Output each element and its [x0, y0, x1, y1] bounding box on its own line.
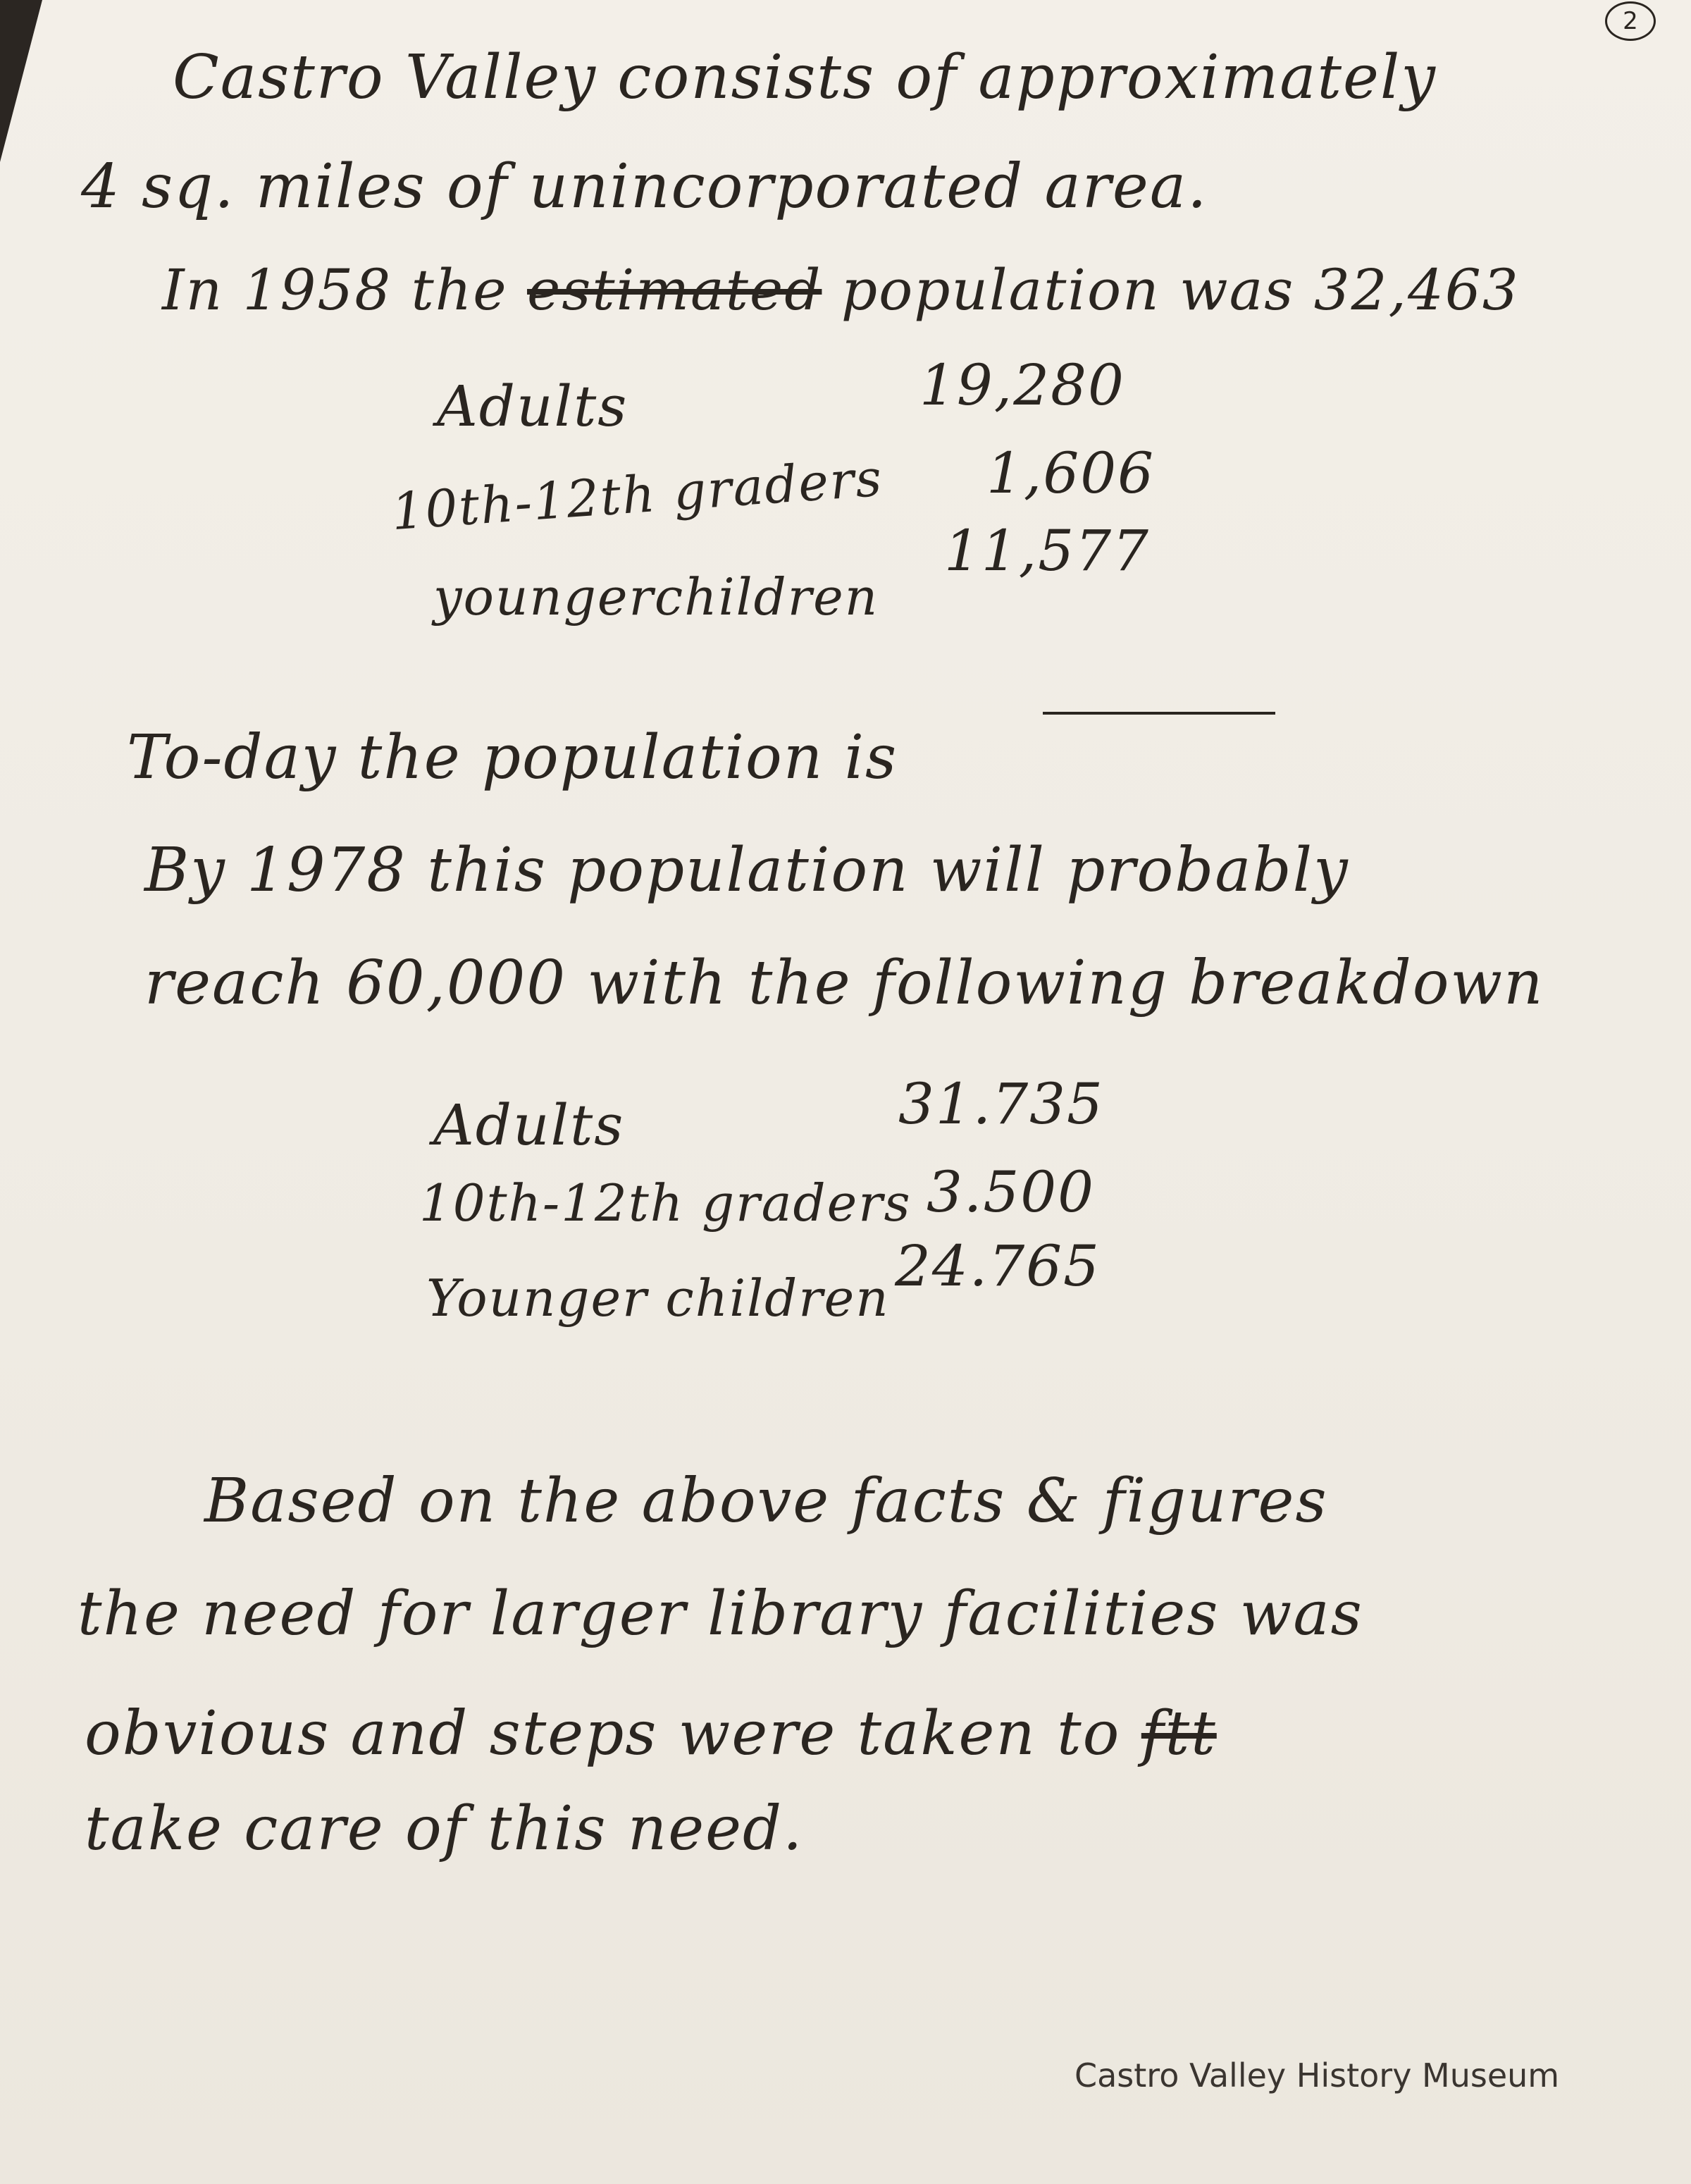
- blank-fill-line: [1043, 712, 1275, 715]
- line-obvious: [85, 1698, 1217, 1769]
- struck-word-estimated: estimated: [527, 257, 822, 323]
- grades-1978-label: 10th-12th graders: [419, 1173, 912, 1233]
- line-1958: [162, 257, 1520, 323]
- line-today: To-day the population is: [127, 722, 898, 793]
- younger-1978-label: Younger children: [426, 1269, 890, 1328]
- line-1958-end: population was 32,463: [841, 257, 1520, 323]
- line-sq-miles: 4 sq. miles of unincorporated area.: [81, 152, 1208, 222]
- line-castro-valley: Castro Valley consists of approximately: [173, 42, 1437, 113]
- adults-1978-value: 31.735: [898, 1071, 1104, 1137]
- struck-word-ftt: ftt: [1141, 1698, 1217, 1769]
- museum-credit: Castro Valley History Museum: [1074, 2056, 1560, 2094]
- line-1958-start: In 1958 the: [162, 257, 508, 323]
- younger-1958-value: 11,577: [944, 518, 1150, 584]
- torn-corner-shadow: [0, 0, 42, 162]
- younger-1958-label: youngerchildren: [433, 567, 879, 627]
- adults-1978-label: Adults: [433, 1092, 625, 1158]
- line-reach-60000: reach 60,000 with the following breakdown: [144, 948, 1544, 1018]
- grades-1958-label: 10th-12th graders: [389, 448, 885, 542]
- adults-1958-label: Adults: [437, 374, 628, 439]
- younger-1978-value: 24.765: [895, 1233, 1101, 1299]
- line-based-on: Based on the above facts & figures: [204, 1466, 1328, 1536]
- adults-1958-value: 19,280: [919, 352, 1125, 418]
- page-number-circle: 2: [1605, 1, 1656, 41]
- line-by-1978: By 1978 this population will probably: [144, 835, 1349, 906]
- grades-1958-value: 1,606: [986, 440, 1156, 506]
- line-obvious-start: obvious and steps were taken to: [85, 1698, 1121, 1769]
- line-need-for-library: the need for larger library facilities was: [78, 1579, 1363, 1649]
- line-take-care: take care of this need.: [85, 1794, 804, 1864]
- grades-1978-value: 3.500: [927, 1159, 1096, 1225]
